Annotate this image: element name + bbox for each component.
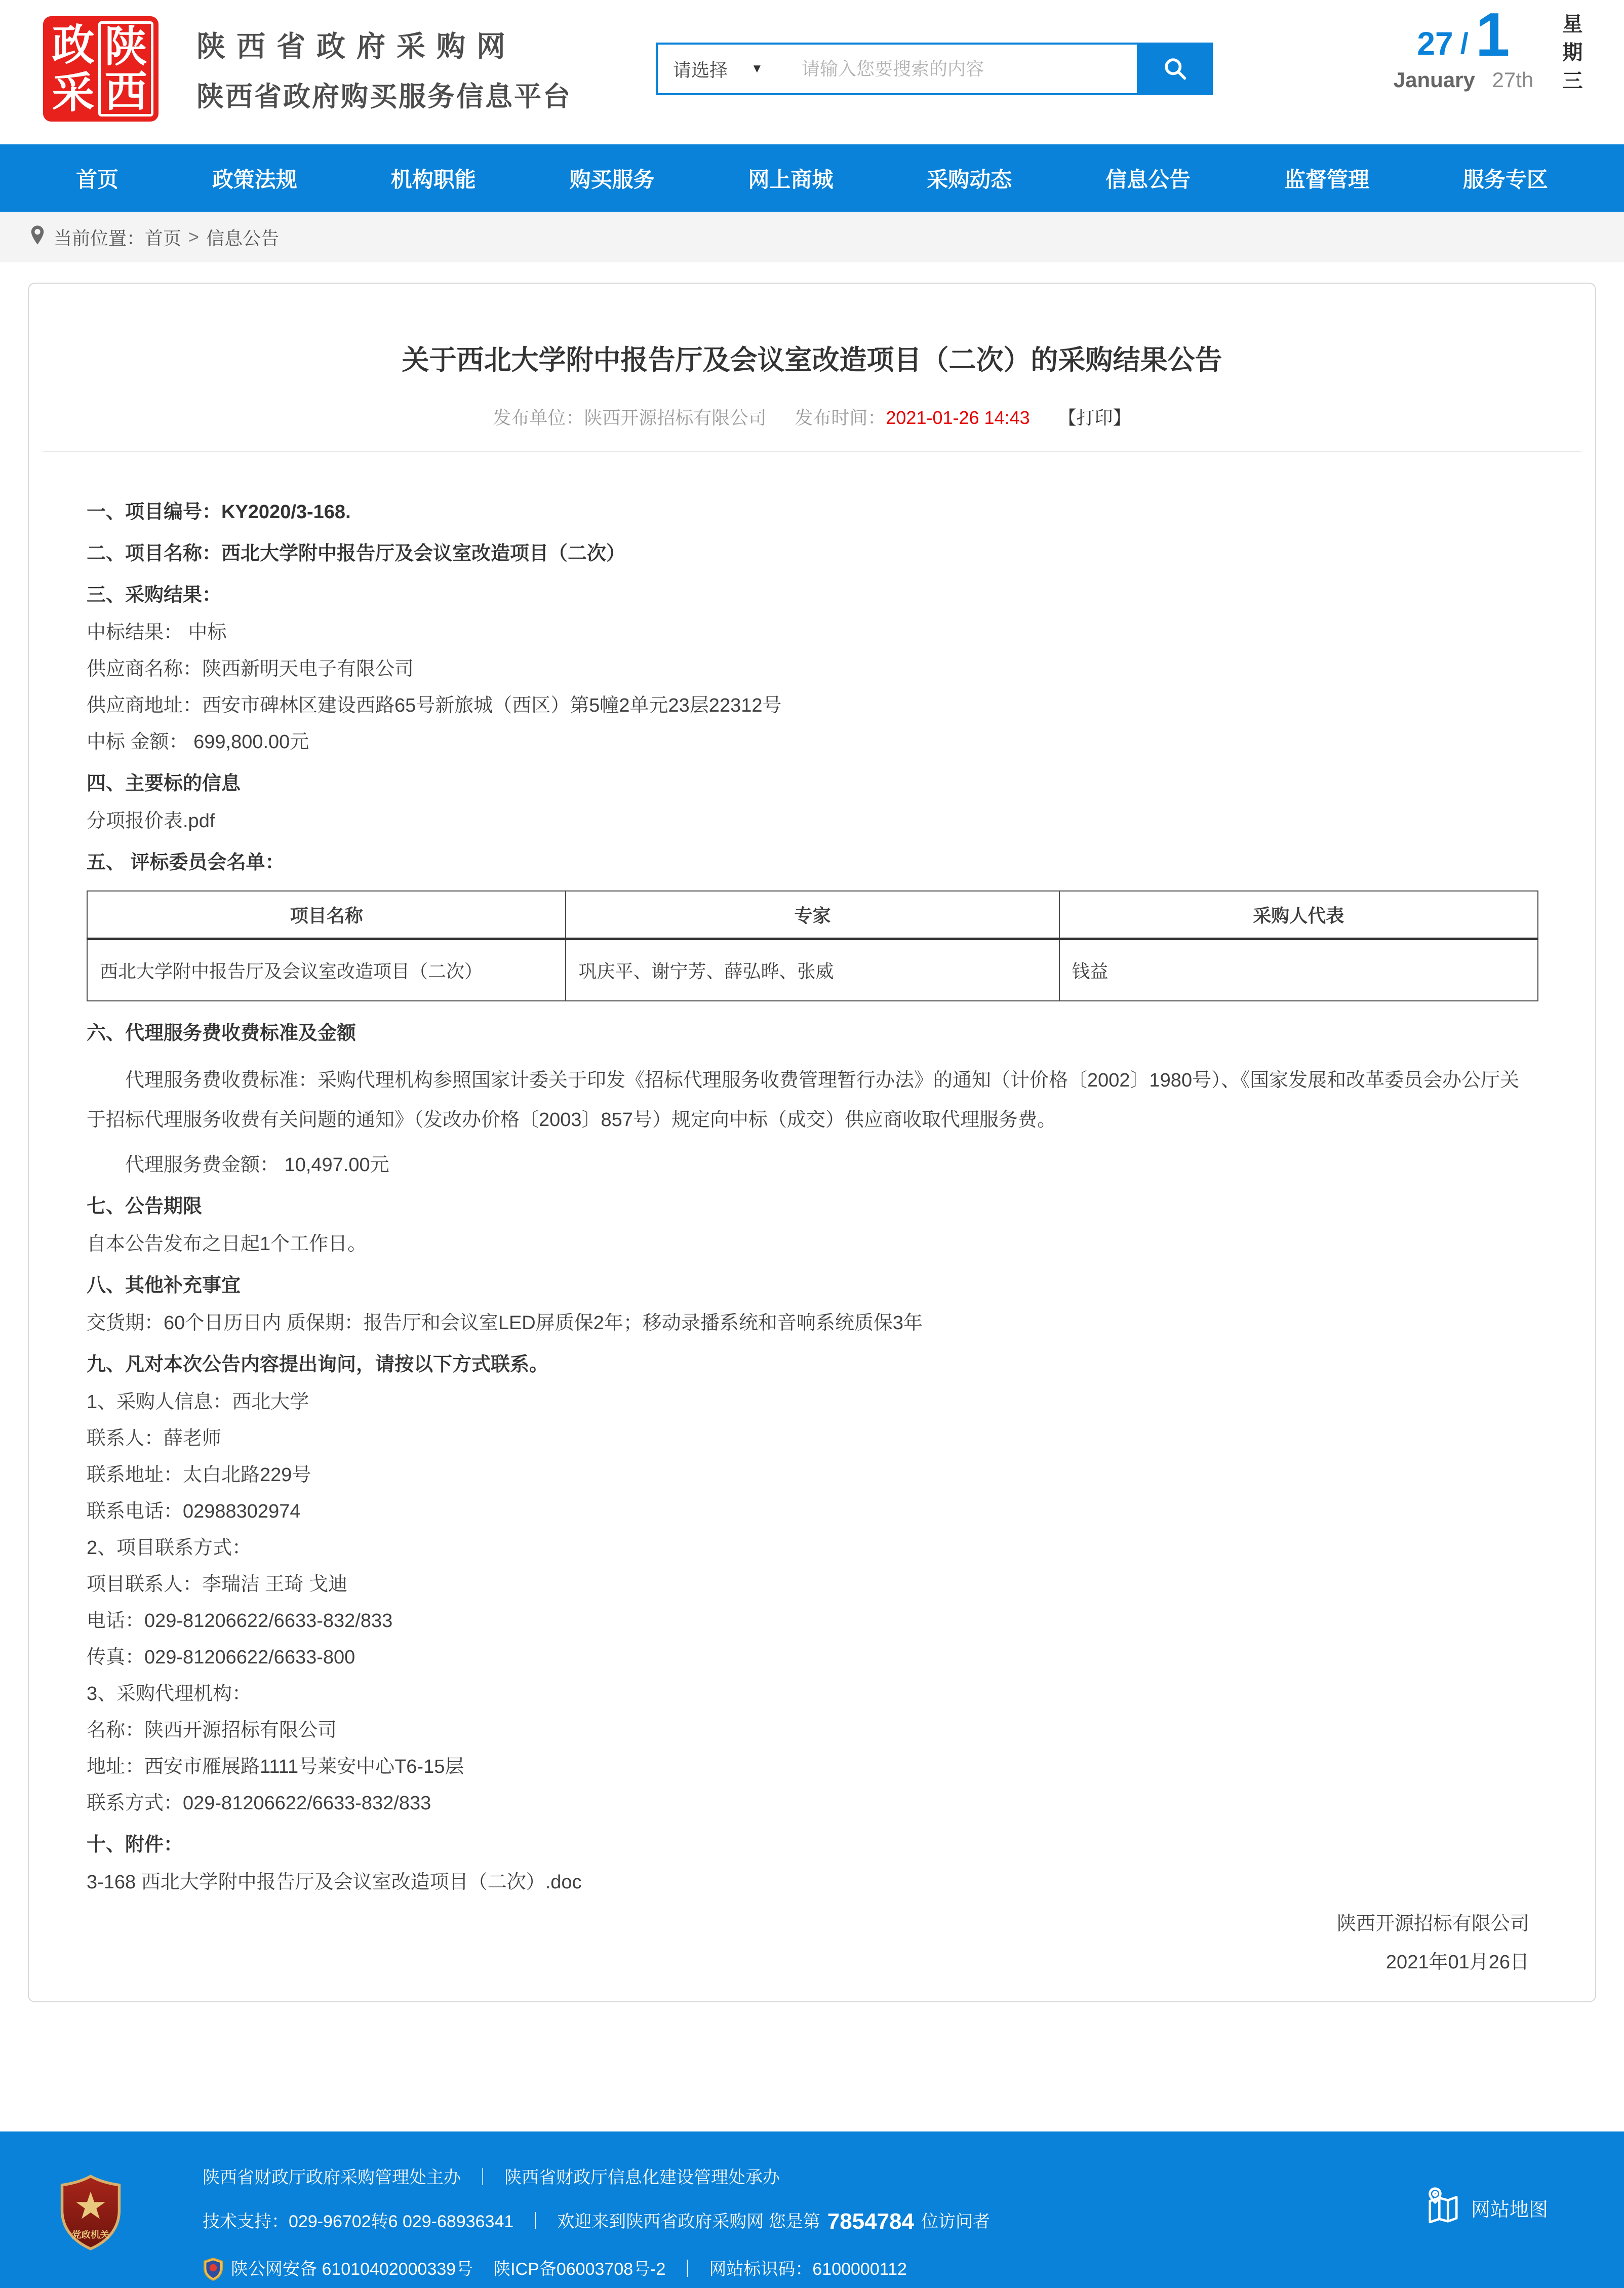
body-line: 联系地址：太白北路229号 — [87, 1464, 311, 1486]
publish-time-label: 发布时间： — [795, 407, 886, 428]
main-nav — [0, 144, 1624, 212]
logo-char: 陕 — [104, 22, 147, 70]
cell-project-name: 西北大学附中报告厅及会议室改造项目（二次） — [87, 939, 566, 1001]
emblem-label: 党政机关 — [72, 2229, 109, 2240]
site-code-label: 网站标识码： — [709, 2260, 813, 2279]
attachment-pdf-link[interactable]: 分项报价表.pdf — [87, 810, 215, 832]
search-icon — [1162, 55, 1188, 83]
signature-block — [29, 1914, 1595, 1972]
print-button[interactable]: 【打印】 — [1058, 407, 1131, 428]
footer-separator: ｜ — [474, 2168, 491, 2187]
date-month-name: January — [1393, 68, 1475, 92]
footer-host: 陕西省财政厅政府采购管理处主办 — [203, 2168, 461, 2187]
search-bar — [656, 43, 1213, 95]
sitemap-link[interactable] — [1424, 2186, 1548, 2229]
section-heading: 一、项目编号：KY2020/3-168. — [87, 501, 351, 523]
footer-line-support — [203, 2211, 990, 2233]
date-month-number: 1 — [1475, 0, 1510, 69]
section-heading: 五、 评标委员会名单： — [87, 852, 285, 873]
site-name: 陕西省政府采购网 — [196, 30, 517, 63]
body-line: 1、采购人信息：西北大学 — [87, 1391, 309, 1413]
body-line: 供应商地址：西安市碑林区建设西路65号新旅城（西区）第5幢2单元23层22312号 — [87, 695, 782, 716]
nav-item-supervision[interactable]: 监督管理 — [1284, 167, 1370, 191]
nav-item-purchase-service[interactable]: 购买服务 — [569, 167, 655, 191]
table-row — [87, 939, 1538, 1001]
nav-item-service-zone[interactable]: 服务专区 — [1462, 167, 1548, 191]
body-line: 电话：029-81206622/6633-832/833 — [87, 1610, 393, 1632]
sitemap-label: 网站地图 — [1471, 2199, 1548, 2221]
date-day-ordinal: 27th — [1492, 68, 1534, 92]
signature-date: 2021年01月26日 — [1385, 1951, 1529, 1973]
visitor-count: 7854784 — [827, 2209, 915, 2234]
breadcrumb-separator: > — [188, 226, 200, 247]
footer-separator: ｜ — [679, 2260, 696, 2279]
body-line: 地址：西安市雁展路1111号莱安中心T6-15层 — [87, 1756, 464, 1777]
page-title: 关于西北大学附中报告厅及会议室改造项目（二次）的采购结果公告 — [402, 345, 1222, 375]
section-heading: 七、公告期限 — [87, 1195, 203, 1217]
nav-item-home[interactable]: 首页 — [76, 167, 119, 191]
body-line: 2、项目联系方式： — [87, 1537, 252, 1559]
site-code-value: 6100000112 — [812, 2260, 907, 2279]
tech-support-phones: 029-96702转6 029-68936341 — [289, 2212, 514, 2231]
nav-item-announcements[interactable]: 信息公告 — [1105, 167, 1191, 191]
section-heading: 十、附件： — [87, 1834, 183, 1855]
logo-right-column — [98, 21, 153, 117]
body-line: 联系电话：02988302974 — [87, 1500, 301, 1522]
nav-item-procurement-news[interactable]: 采购动态 — [927, 167, 1012, 191]
police-badge-icon — [203, 2257, 224, 2281]
publisher-label: 发布单位： — [493, 407, 584, 428]
body-line: 交货期：60个日历日内 质保期：报告厅和会议室LED屏质保2年；移动录播系统和音响系统质保3年 — [87, 1312, 923, 1334]
body-line: 代理服务费金额： 10,497.00元 — [125, 1154, 389, 1176]
body-line: 自本公告发布之日起1个工作日。 — [87, 1233, 367, 1255]
column-header-buyer-rep: 采购人代表 — [1059, 891, 1538, 939]
evaluation-committee-table — [87, 890, 1538, 1001]
date-widget — [1367, 0, 1560, 92]
section-heading: 九、凡对本次公告内容提出询问，请按以下方式联系。 — [87, 1353, 549, 1375]
sitemap-icon — [1424, 2186, 1471, 2229]
site-subtitle: 陕西省政府购买服务信息平台 — [196, 82, 572, 112]
logo-char: 采 — [52, 69, 95, 117]
section-heading: 三、采购结果： — [87, 585, 222, 606]
cell-buyer-rep: 钱益 — [1059, 939, 1538, 1001]
attachment-doc-link[interactable]: 3-168 西北大学附中报告厅及会议室改造项目（二次）.doc — [87, 1871, 582, 1893]
gongan-beian-link[interactable]: 陕公网安备 61010402000339号 — [231, 2260, 473, 2279]
site-logo[interactable] — [43, 16, 159, 122]
publish-time-value: 2021-01-26 14:43 — [886, 407, 1030, 428]
breadcrumb-home-link[interactable]: 首页 — [145, 227, 182, 249]
nav-item-functions[interactable]: 机构职能 — [390, 167, 476, 191]
date-day: 27 — [1417, 25, 1453, 62]
article-meta — [29, 404, 1595, 430]
body-line: 项目联系人：李瑞洁 王琦 戈迪 — [87, 1573, 348, 1595]
logo-char: 政 — [52, 21, 95, 69]
footer-line-host — [203, 2169, 990, 2186]
date-weekday: 星期三 — [1560, 13, 1582, 98]
section-heading: 六、代理服务费收费标准及金额 — [87, 1023, 357, 1044]
body-line: 联系方式：029-81206622/6633-832/833 — [87, 1792, 431, 1814]
signature-company: 陕西开源招标有限公司 — [1336, 1913, 1529, 1934]
publisher-value: 陕西开源招标有限公司 — [584, 407, 767, 428]
chevron-down-icon: ▼ — [751, 62, 763, 75]
welcome-suffix: 位访问者 — [921, 2212, 991, 2231]
date-slash: / — [1460, 27, 1469, 61]
section-heading: 二、项目名称：西北大学附中报告厅及会议室改造项目（二次） — [87, 543, 626, 564]
column-header-project-name: 项目名称 — [87, 891, 566, 939]
article-body — [29, 452, 1595, 1892]
welcome-prefix: 欢迎来到陕西省政府采购网 您是第 — [557, 2212, 820, 2231]
nav-item-online-mall[interactable]: 网上商城 — [748, 167, 834, 191]
site-titles — [196, 23, 572, 114]
footer-separator: ｜ — [527, 2212, 544, 2231]
logo-char: 西 — [104, 67, 147, 115]
date-numeric — [1367, 0, 1560, 69]
footer-text-lines — [203, 2169, 990, 2288]
breadcrumb — [0, 212, 1624, 262]
body-line: 中标结果： 中标 — [87, 622, 227, 643]
body-line: 名称：陕西开源招标有限公司 — [87, 1719, 337, 1741]
site-footer — [0, 2131, 1624, 2288]
search-button[interactable] — [1137, 43, 1213, 95]
body-line: 3、采购代理机构： — [87, 1683, 252, 1704]
section-heading: 八、其他补充事宜 — [87, 1274, 241, 1296]
date-words — [1367, 68, 1560, 92]
logo-left-column — [48, 21, 98, 117]
footer-organizer: 陕西省财政厅信息化建设管理处承办 — [504, 2168, 780, 2187]
cell-experts: 巩庆平、谢宁芳、薛弘晔、张威 — [566, 939, 1059, 1001]
party-government-emblem — [57, 2174, 125, 2254]
search-input[interactable] — [795, 45, 1137, 93]
body-line: 供应商名称：陕西新明天电子有限公司 — [87, 658, 414, 680]
breadcrumb-current[interactable]: 信息公告 — [206, 227, 280, 249]
search-select-label: 请选择 — [673, 59, 728, 81]
announcement-card — [28, 283, 1596, 2002]
site-header — [0, 0, 1624, 144]
tech-support-label: 技术支持： — [203, 2212, 289, 2231]
body-line: 联系人：薛老师 — [87, 1427, 222, 1449]
body-line: 中标 金额： 699,800.00元 — [87, 731, 309, 753]
column-header-experts: 专家 — [566, 891, 1059, 939]
nav-item-policies[interactable]: 政策法规 — [212, 167, 297, 191]
footer-line-beian — [203, 2257, 990, 2281]
location-pin-icon — [29, 224, 54, 250]
body-line: 传真：029-81206622/6633-800 — [87, 1646, 355, 1668]
icp-beian-link[interactable]: 陕ICP备06003708号-2 — [493, 2260, 666, 2279]
search-category-select[interactable] — [658, 45, 795, 93]
breadcrumb-prefix: 当前位置： — [54, 227, 145, 249]
body-paragraph: 代理服务费收费标准：采购代理机构参照国家计委关于印发《招标代理服务收费管理暂行办法》的通知（计价格〔2002〕1980号）、《国家发展和改革委员会办公厅关于招标代理服务收费有关问题的通知》（发改办价格〔2003〕857号）规定向中标（成交）供应商收取代理服务费。 — [87, 1070, 1520, 1131]
table-header-row — [87, 891, 1538, 939]
section-heading: 四、主要标的信息 — [87, 773, 241, 794]
